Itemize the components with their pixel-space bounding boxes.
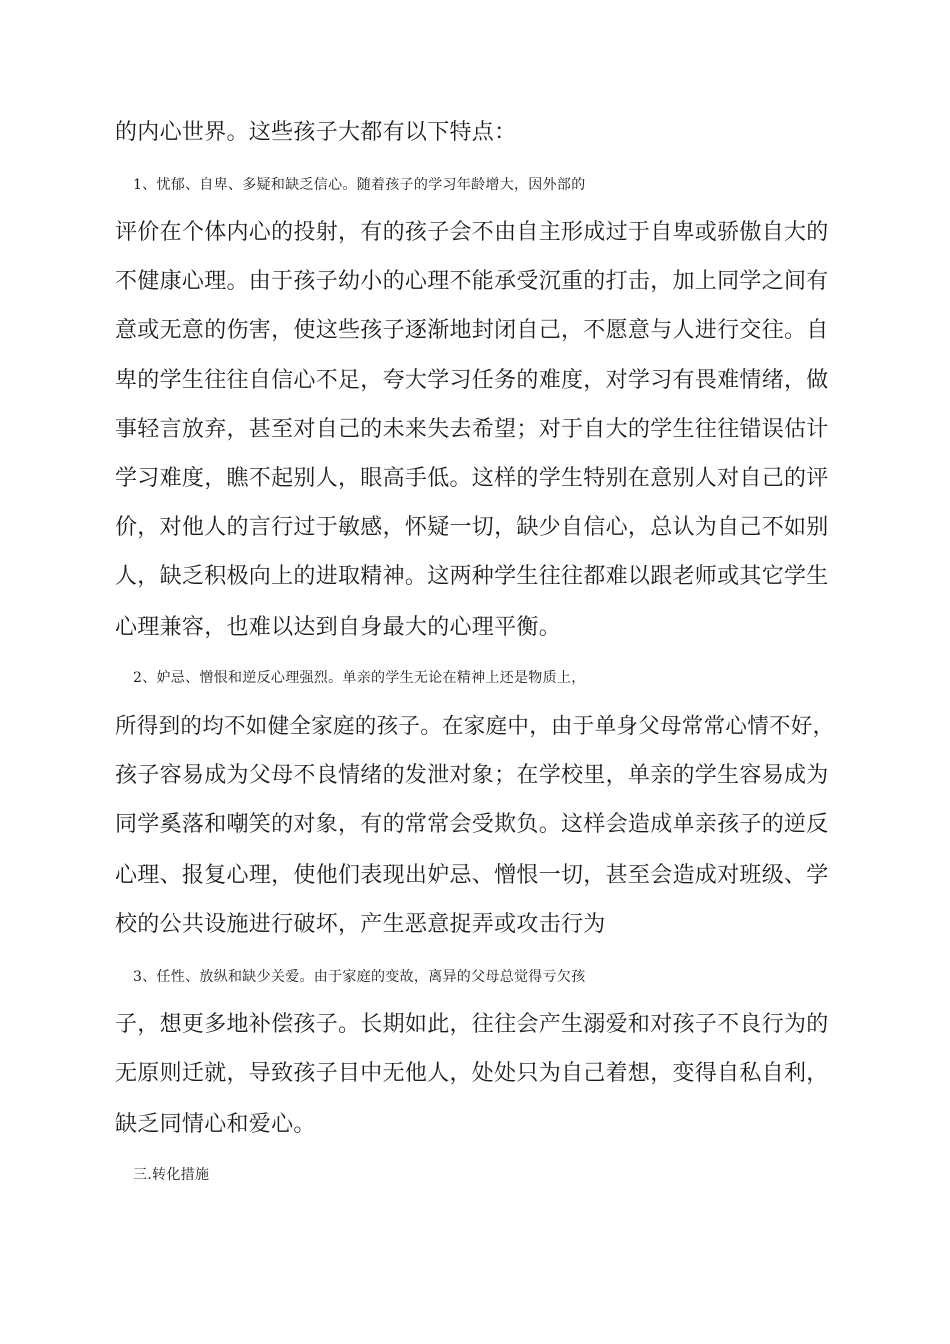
text-line: 卑的学生往往自信心不足，夸大学习任务的难度，对学习有畏难情绪，做 xyxy=(115,368,829,393)
text-line: 所得到的均不如健全家庭的孩子。在家庭中，由于单身父母常常心情不好， xyxy=(115,714,835,739)
text-line: 心理、报复心理，使他们表现出妒忌、憎恨一切，甚至会造成对班级、学 xyxy=(115,863,829,888)
text-line: 3、任性、放纵和缺少关爱。由于家庭的变故，离异的父母总觉得亏欠孩 xyxy=(133,969,586,985)
text-line: 无原则迁就，导致孩子目中无他人，处处只为自己着想，变得自私自利， xyxy=(115,1061,829,1086)
text-line: 事轻言放弃，甚至对自己的未来失去希望；对于自大的学生往往错误估计 xyxy=(115,417,829,442)
text-line: 同学奚落和嘲笑的对象，有的常常会受欺负。这样会造成单亲孩子的逆反 xyxy=(115,812,829,837)
text-line: 子，想更多地补偿孩子。长期如此，往往会产生溺爱和对孩子不良行为的 xyxy=(115,1012,829,1037)
section-heading: 三.转化措施 xyxy=(133,1167,210,1183)
text-line: 意或无意的伤害，使这些孩子逐渐地封闭自己，不愿意与人进行交往。自 xyxy=(115,318,829,343)
text-line: 1、忧郁、自卑、多疑和缺乏信心。随着孩子的学习年龄增大，因外部的 xyxy=(133,177,586,193)
text-line: 缺乏同情心和爱心。 xyxy=(115,1112,316,1137)
text-line: 的内心世界。这些孩子大都有以下特点： xyxy=(115,120,517,145)
text-line: 学习难度，瞧不起别人，眼高手低。这样的学生特别在意别人对自己的评 xyxy=(115,466,829,491)
text-line: 心理兼容，也难以达到自身最大的心理平衡。 xyxy=(115,615,562,640)
text-line: 2、妒忌、憎恨和逆反心理强烈。单亲的学生无论在精神上还是物质上， xyxy=(133,670,586,686)
text-line: 不健康心理。由于孩子幼小的心理不能承受沉重的打击，加上同学之间有 xyxy=(115,269,829,294)
text-line: 孩子容易成为父母不良情绪的发泄对象；在学校里，单亲的学生容易成为 xyxy=(115,763,829,788)
text-line: 人，缺乏积极向上的进取精神。这两种学生往往都难以跟老师或其它学生 xyxy=(115,564,829,589)
text-line: 校的公共设施进行破坏，产生恶意捉弄或攻击行为 xyxy=(115,912,606,937)
text-line: 价，对他人的言行过于敏感，怀疑一切，缺少自信心，总认为自己不如别 xyxy=(115,515,829,540)
text-line: 评价在个体内心的投射，有的孩子会不由自主形成过于自卑或骄傲自大的 xyxy=(115,220,829,245)
